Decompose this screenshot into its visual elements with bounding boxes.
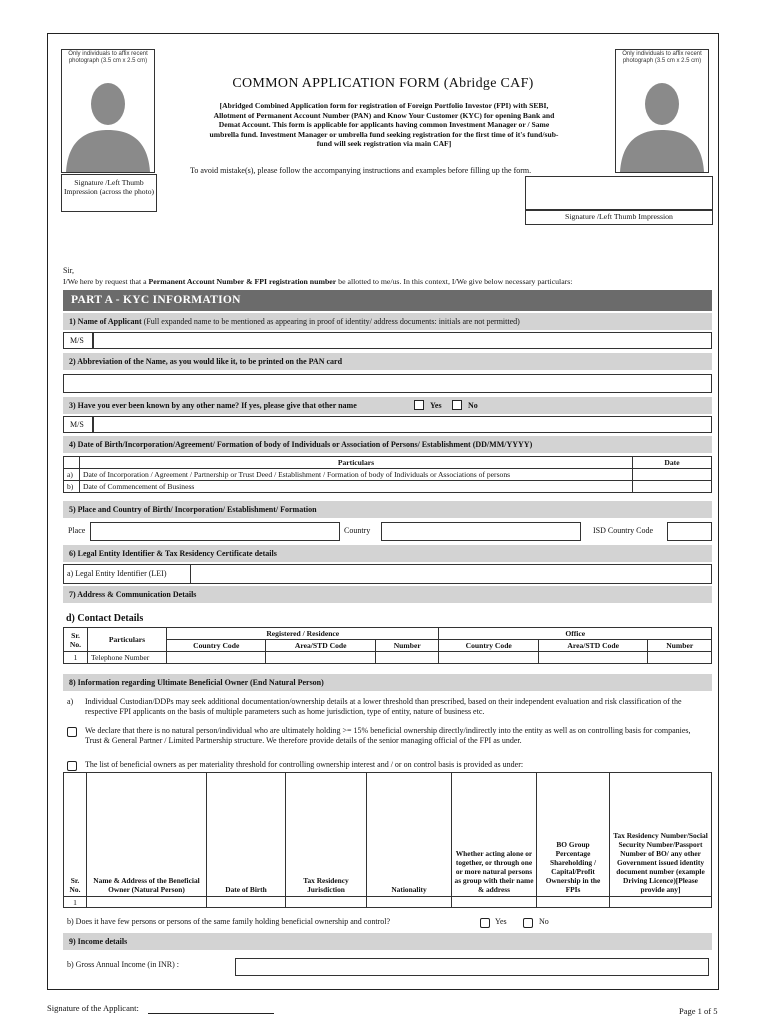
applicant-signature-line[interactable] bbox=[148, 1013, 274, 1014]
sr-col-header: Sr. No. bbox=[64, 628, 88, 652]
form-title: COMMON APPLICATION FORM (Abridge CAF) bbox=[232, 76, 534, 91]
section-9-header: 9) Income details bbox=[63, 933, 712, 950]
applicant-signature-label: Signature of the Applicant: bbox=[47, 1003, 139, 1013]
table-row bbox=[64, 897, 712, 908]
place-label: Place bbox=[68, 526, 86, 535]
off-country-code-input[interactable] bbox=[439, 652, 538, 664]
salutation: Sir, bbox=[63, 266, 75, 275]
date-col-header: Date bbox=[633, 457, 712, 469]
no-natural-person-declaration: We declare that there is no natural person/individual who are ultimately holding >= 15% beneficial ownership directly/indirectly into the entity as well as on controlling basis for companies, Trust & General Partner / Limited Partnership structure. We therefore provide details of the senior managing official of the FPI as under. bbox=[85, 726, 691, 745]
ms-label-2: M/S bbox=[70, 420, 84, 429]
family-ownership-no-checkbox[interactable] bbox=[523, 918, 533, 928]
section-7-header: 7) Address & Communication Details bbox=[63, 586, 712, 603]
bo-tax-number-input[interactable] bbox=[610, 897, 712, 908]
bo-list-checkbox[interactable] bbox=[67, 761, 77, 771]
particulars-col-header: Particulars bbox=[80, 457, 633, 469]
row-text: Date of Commencement of Business bbox=[80, 481, 633, 493]
particulars-col-header: Particulars bbox=[88, 628, 167, 652]
section-1-header bbox=[63, 313, 712, 330]
row-number: 1 bbox=[64, 652, 88, 664]
section-6-header: 6) Legal Entity Identifier & Tax Residency Certificate details bbox=[63, 545, 712, 562]
bo-tax-jurisdiction-header: Tax Residency Jurisdiction bbox=[286, 773, 367, 897]
incorporation-date-input[interactable] bbox=[633, 469, 712, 481]
bo-acting-input[interactable] bbox=[452, 897, 537, 908]
ms-prefix-box-2 bbox=[63, 416, 93, 433]
bo-sr-header: Sr. No. bbox=[64, 773, 87, 897]
pan-abbreviation-input[interactable] bbox=[63, 374, 712, 393]
section-1-note: (Full expanded name to be mentioned as appearing in proof of identity/ address documents: initials are not permitted) bbox=[141, 317, 520, 326]
row-id: a) bbox=[64, 469, 80, 481]
section-3-header bbox=[63, 397, 712, 414]
commencement-date-input[interactable] bbox=[633, 481, 712, 493]
table-row bbox=[64, 469, 712, 481]
bo-acting-header: Whether acting alone or together, or through one or more natural persons as group with their name & address bbox=[452, 773, 537, 897]
section-5-header: 5) Place and Country of Birth/ Incorporation/ Establishment/ Formation bbox=[63, 501, 712, 518]
bo-tax-number-header: Tax Residency Number/Social Security Number/Passport Number of BO/ any other Government issued identity document number (example Driving Licence)[Please provide any] bbox=[610, 773, 712, 897]
bo-percentage-input[interactable] bbox=[537, 897, 610, 908]
isd-code-input[interactable] bbox=[667, 522, 712, 541]
bo-nationality-input[interactable] bbox=[367, 897, 452, 908]
reg-area-code-header: Area/STD Code bbox=[266, 640, 375, 652]
place-input[interactable] bbox=[90, 522, 340, 541]
photo-caption-right: Only individuals to affix recent photograph (3.5 cm x 2.5 cm) bbox=[622, 51, 702, 64]
lei-input[interactable] bbox=[190, 564, 712, 584]
photo-caption-left: Only individuals to affix recent photograph (3.5 cm x 2.5 cm) bbox=[68, 51, 148, 64]
photo-box-right bbox=[615, 49, 709, 173]
country-label: Country bbox=[344, 526, 371, 535]
office-col-header: Office bbox=[439, 628, 712, 640]
reg-number-header: Number bbox=[375, 640, 439, 652]
form-subtitle: [Abridged Combined Application form for registration of Foreign Portfolio Investor (FPI) with SEBI, Allotment of Permanent Account Number (PAN) and Know Your Customer (KYC) for opening Bank and Demat Account. This form is applicable for applicants having common Investment Manager or / Same umbrella fund. Investment Manager or umbrella fund seeking registration for the first time of it's fund/sub-fund will seek registration via main CAF] bbox=[209, 101, 559, 149]
registered-col-header: Registered / Residence bbox=[167, 628, 439, 640]
no-natural-person-checkbox[interactable] bbox=[67, 727, 77, 737]
instruction-text: To avoid mistake(s), please follow the accompanying instructions and examples before filling up the form. bbox=[190, 166, 532, 175]
section-4-header: 4) Date of Birth/Incorporation/Agreement/ Formation of body of Individuals or Association of Persons/ Establishment (DD/MM/YYYY) bbox=[63, 436, 712, 453]
other-name-no-checkbox[interactable] bbox=[452, 400, 462, 410]
bo-dob-header: Date of Birth bbox=[207, 773, 286, 897]
section-2-header: 2) Abbreviation of the Name, as you would like it, to be printed on the PAN card bbox=[63, 353, 712, 370]
bo-name-input[interactable] bbox=[87, 897, 207, 908]
request-bold: Permanent Account Number & FPI registration number bbox=[148, 277, 337, 286]
photo-box-left bbox=[61, 49, 155, 173]
beneficial-owner-table bbox=[63, 772, 712, 908]
lei-label: a) Legal Entity Identifier (LEI) bbox=[67, 569, 167, 578]
bo-percentage-header: BO Group Percentage Shareholding / Capital/Profit Ownership in the FPIs bbox=[537, 773, 610, 897]
bo-nationality-header: Nationality bbox=[367, 773, 452, 897]
bo-name-header: Name & Address of the Beneficial Owner (Natural Person) bbox=[87, 773, 207, 897]
request-post: be allotted to me/us. In this context, I/We give below necessary particulars: bbox=[336, 277, 573, 286]
section-3-title: 3) Have you ever been known by any other name? If yes, please give that other name bbox=[69, 401, 357, 410]
other-name-yes-checkbox[interactable] bbox=[414, 400, 424, 410]
family-ownership-yes-label: Yes bbox=[495, 917, 507, 926]
incorporation-date-table bbox=[63, 456, 712, 493]
family-ownership-yes-checkbox[interactable] bbox=[480, 918, 490, 928]
bo-row-number: 1 bbox=[64, 897, 87, 908]
bo-tax-jurisdiction-input[interactable] bbox=[286, 897, 367, 908]
gross-income-input[interactable] bbox=[235, 958, 709, 976]
other-name-input[interactable] bbox=[93, 416, 712, 433]
other-name-yes-label: Yes bbox=[430, 401, 442, 410]
off-number-header: Number bbox=[648, 640, 712, 652]
part-a-header: PART A - KYC INFORMATION bbox=[63, 290, 712, 311]
ms-prefix-box bbox=[63, 332, 93, 349]
country-input[interactable] bbox=[381, 522, 581, 541]
right-signature-label: Signature /Left Thumb Impression bbox=[565, 212, 673, 221]
reg-country-code-input[interactable] bbox=[167, 652, 266, 664]
request-text bbox=[63, 277, 572, 286]
left-signature-box[interactable] bbox=[61, 174, 157, 212]
page-number: Page 1 of 5 bbox=[679, 1006, 718, 1016]
row-text: Date of Incorporation / Agreement / Partnership or Trust Deed / Establishment / Formation of body of Individuals or Associations of persons bbox=[80, 469, 633, 481]
table-row bbox=[64, 481, 712, 493]
family-ownership-question: b) Does it have few persons or persons of the same family holding beneficial ownership and control? bbox=[67, 917, 391, 926]
contact-details-title: d) Contact Details bbox=[66, 613, 144, 624]
off-area-code-header: Area/STD Code bbox=[538, 640, 647, 652]
left-signature-label: Signature /Left Thumb Impression (across the photo) bbox=[63, 178, 155, 196]
right-signature-box[interactable] bbox=[525, 176, 713, 211]
section-1-title: 1) Name of Applicant bbox=[69, 317, 142, 326]
family-ownership-no-label: No bbox=[539, 917, 549, 926]
contact-details-table bbox=[63, 627, 712, 664]
row-id: b) bbox=[64, 481, 80, 493]
off-country-code-header: Country Code bbox=[439, 640, 538, 652]
applicant-name-input[interactable] bbox=[93, 332, 712, 349]
off-number-input[interactable] bbox=[648, 652, 712, 664]
right-signature-caption-box bbox=[525, 209, 713, 225]
isd-label: ISD Country Code bbox=[593, 526, 653, 535]
reg-area-code-input[interactable] bbox=[266, 652, 375, 664]
reg-number-input[interactable] bbox=[375, 652, 439, 664]
table-row bbox=[64, 652, 712, 664]
off-area-code-input[interactable] bbox=[538, 652, 647, 664]
section-8-a-id: a) bbox=[67, 697, 74, 706]
section-8-header: 8) Information regarding Ultimate Beneficial Owner (End Natural Person) bbox=[63, 674, 712, 691]
ms-label: M/S bbox=[70, 336, 84, 345]
section-8-a-text: Individual Custodian/DDPs may seek additional documentation/ownership details at a lower threshold than prescribed, based on their independent evaluation and risk classification of the respective FPI applicants on the basis of multiple parameters such as home jurisdiction, type of entity, nature of business etc. bbox=[85, 697, 682, 716]
other-name-no-label: No bbox=[468, 401, 478, 410]
form-page bbox=[47, 33, 719, 990]
request-pre: I/We here by request that a bbox=[63, 277, 149, 286]
bo-list-text: The list of beneficial owners as per materiality threshold for controlling ownership interest and / or on control basis is provided as under: bbox=[85, 760, 524, 769]
income-label: b) Gross Annual Income (in INR) : bbox=[67, 960, 179, 969]
bo-dob-input[interactable] bbox=[207, 897, 286, 908]
telephone-label: Telephone Number bbox=[88, 652, 167, 664]
reg-country-code-header: Country Code bbox=[167, 640, 266, 652]
